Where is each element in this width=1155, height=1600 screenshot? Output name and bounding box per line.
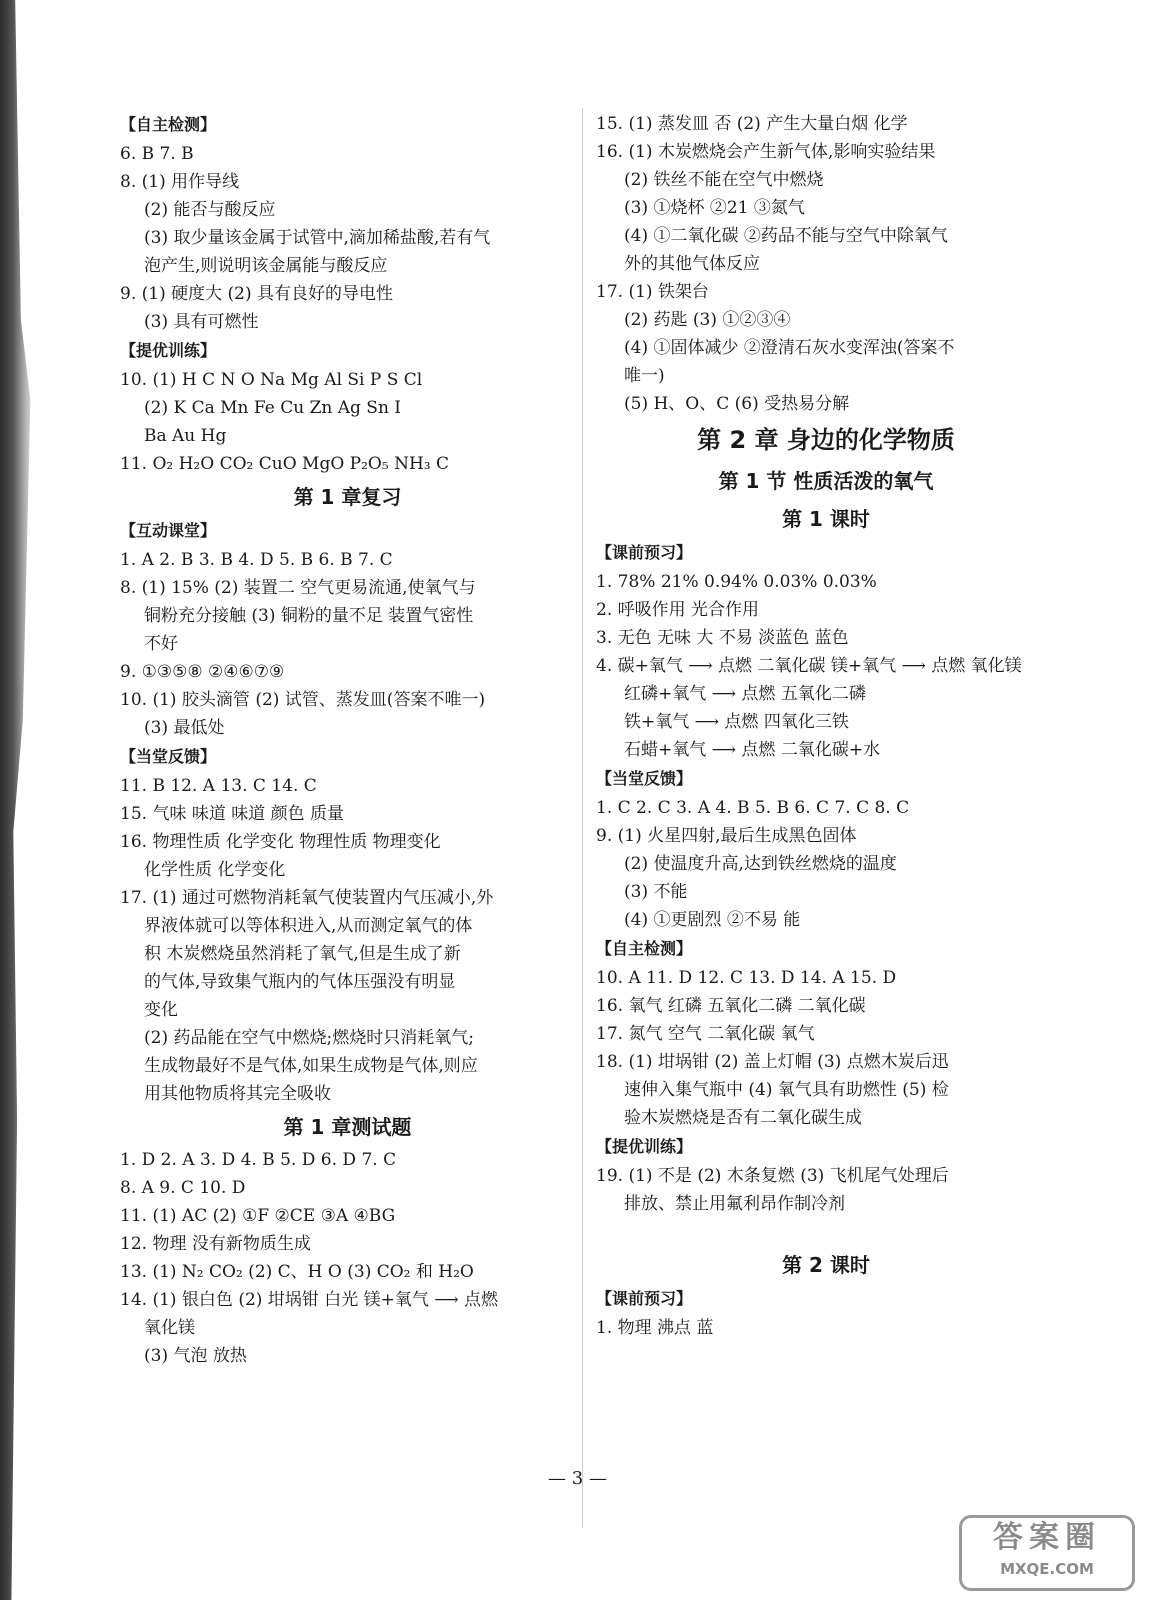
section-heading: 【自主检测】 [596, 939, 693, 958]
answer-line: 13. (1) N₂ CO₂ (2) C、H O (3) CO₂ 和 H₂O [120, 1262, 474, 1282]
answer-line-continued: 变化 [144, 1000, 178, 1020]
answer-line-continued: (2) 使温度升高,达到铁丝燃烧的温度 [624, 854, 897, 874]
answer-line-continued: (4) ①更剧烈 ②不易 能 [624, 910, 801, 930]
answer-line: 2. 呼吸作用 光合作用 [596, 600, 760, 620]
answer-line: 6. B 7. B [120, 144, 194, 164]
site-watermark [959, 1515, 1135, 1591]
answer-line-continued: (2) 能否与酸反应 [144, 200, 276, 220]
answer-line-continued: 验木炭燃烧是否有二氧化碳生成 [624, 1108, 862, 1128]
answer-line-continued: 用其他物质将其完全吸收 [144, 1084, 331, 1104]
answer-line: 11. (1) AC (2) ①F ②CE ③A ④BG [120, 1206, 396, 1226]
section-heading: 【课前预习】 [596, 543, 693, 562]
answer-line: 9. (1) 硬度大 (2) 具有良好的导电性 [120, 284, 393, 304]
answer-line: 1. 78% 21% 0.94% 0.03% 0.03% [596, 572, 877, 592]
answer-line: 10. A 11. D 12. C 13. D 14. A 15. D [596, 968, 897, 988]
answer-line-continued: 石蜡+氧气 ⟶ 点燃 二氧化碳+水 [624, 740, 881, 760]
answer-line: 15. 气味 味道 味道 颜色 质量 [120, 804, 345, 824]
answer-line: 17. (1) 铁架台 [596, 282, 709, 302]
answer-line: 12. 物理 没有新物质生成 [120, 1234, 311, 1254]
answer-line: 1. C 2. C 3. A 4. B 5. B 6. C 7. C 8. C [596, 798, 910, 818]
answer-line: 15. (1) 蒸发皿 否 (2) 产生大量白烟 化学 [596, 114, 908, 134]
section-heading: 【自主检测】 [120, 115, 217, 134]
answer-line-continued: (2) 药品能在空气中燃烧;燃烧时只消耗氧气; [144, 1028, 474, 1048]
section-heading: 【互动课堂】 [120, 521, 217, 540]
answer-line: 16. 氧气 红磷 五氧化二磷 二氧化碳 [596, 996, 866, 1016]
chapter-title: 第 1 课时 [782, 507, 870, 531]
answer-line: 17. 氮气 空气 二氧化碳 氧气 [596, 1024, 815, 1044]
answer-line-continued: 唯一) [624, 366, 665, 386]
answer-line: 19. (1) 不是 (2) 木条复燃 (3) 飞机尾气处理后 [596, 1166, 949, 1186]
answer-line-continued: (3) 气泡 放热 [144, 1346, 247, 1366]
spacer [596, 1218, 1056, 1246]
watermark-url: MXQE.COM [1000, 1560, 1094, 1578]
answer-line: 8. (1) 用作导线 [120, 172, 240, 192]
answer-line-continued: (2) 药匙 (3) ①②③④ [624, 310, 791, 330]
answer-line-continued: (3) 不能 [624, 882, 688, 902]
answer-line-continued: (3) 取少量该金属于试管中,滴加稀盐酸,若有气 [144, 228, 491, 248]
answer-line-continued: (2) 铁丝不能在空气中燃烧 [624, 170, 824, 190]
watermark-text: 答案圈 [993, 1520, 1101, 1555]
answer-line: 16. (1) 木炭燃烧会产生新气体,影响实验结果 [596, 142, 936, 162]
section-heading: 【当堂反馈】 [596, 769, 693, 788]
section-heading: 【提优训练】 [596, 1137, 693, 1156]
answer-line: 18. (1) 坩埚钳 (2) 盖上灯帽 (3) 点燃木炭后迅 [596, 1052, 949, 1072]
answer-line: 1. D 2. A 3. D 4. B 5. D 6. D 7. C [120, 1150, 397, 1170]
answer-line: 3. 无色 无味 大 不易 淡蓝色 蓝色 [596, 628, 849, 648]
answer-line-continued: (4) ①二氧化碳 ②药品不能与空气中除氧气 [624, 226, 948, 246]
answer-line-continued: (5) H、O、C (6) 受热易分解 [624, 394, 850, 414]
answer-line: 11. B 12. A 13. C 14. C [120, 776, 317, 796]
answer-line-continued: (3) 具有可燃性 [144, 312, 259, 332]
answer-line: 4. 碳+氧气 ⟶ 点燃 二氧化碳 镁+氧气 ⟶ 点燃 氧化镁 [596, 656, 1022, 676]
answer-line-continued: 不好 [144, 634, 178, 654]
answer-line: 17. (1) 通过可燃物消耗氧气使装置内气压减小,外 [120, 888, 494, 908]
answer-line-continued: 红磷+氧气 ⟶ 点燃 五氧化二磷 [624, 684, 866, 704]
answer-line: 10. (1) 胶头滴管 (2) 试管、蒸发皿(答案不唯一) [120, 690, 486, 710]
chapter-title: 第 1 章测试题 [283, 1115, 412, 1139]
answer-line-continued: Ba Au Hg [144, 426, 227, 446]
page-edge-shadow [0, 0, 38, 1600]
answer-line-continued: 生成物最好不是气体,如果生成物是气体,则应 [144, 1056, 478, 1076]
answer-line-continued: 排放、禁止用氟利昂作制冷剂 [624, 1194, 845, 1214]
right-column [596, 110, 1056, 1342]
answer-line-continued: 铜粉充分接触 (3) 铜粉的量不足 装置气密性 [144, 606, 474, 626]
answer-line: 8. A 9. C 10. D [120, 1178, 246, 1198]
answer-line: 16. 物理性质 化学变化 物理性质 物理变化 [120, 832, 441, 852]
section-heading: 【当堂反馈】 [120, 747, 217, 766]
answer-line-continued: (3) ①烧杯 ②21 ③氮气 [624, 198, 805, 218]
section-heading: 【提优训练】 [120, 341, 217, 360]
answer-line: 1. A 2. B 3. B 4. D 5. B 6. B 7. C [120, 550, 393, 570]
answer-line-continued: 氧化镁 [144, 1318, 195, 1338]
section-heading: 【课前预习】 [596, 1289, 693, 1308]
answer-line-continued: 化学性质 化学变化 [144, 860, 286, 880]
answer-line: 10. (1) H C N O Na Mg Al Si P S Cl [120, 370, 423, 390]
answer-line: 8. (1) 15% (2) 装置二 空气更易流通,使氧气与 [120, 578, 476, 598]
answer-line-continued: 界液体就可以等体积进入,从而测定氧气的体 [144, 916, 473, 936]
answer-line-continued: 的气体,导致集气瓶内的气体压强没有明显 [144, 972, 456, 992]
answer-line-continued: 积 木炭燃烧虽然消耗了氧气,但是生成了新 [144, 944, 461, 964]
page-number: — 3 — [548, 1468, 607, 1489]
answer-line-continued: (2) K Ca Mn Fe Cu Zn Ag Sn I [144, 398, 402, 418]
answer-line-continued: 泡产生,则说明该金属能与酸反应 [144, 256, 388, 276]
answer-line-continued: 铁+氧气 ⟶ 点燃 四氧化三铁 [624, 712, 849, 732]
chapter-title: 第 1 节 性质活泼的氧气 [718, 469, 934, 493]
answer-line: 9. (1) 火星四射,最后生成黑色固体 [596, 826, 857, 846]
answer-line-continued: (3) 最低处 [144, 718, 225, 738]
answer-line-continued: 速伸入集气瓶中 (4) 氧气具有助燃性 (5) 检 [624, 1080, 949, 1100]
chapter-title: 第 2 课时 [782, 1253, 870, 1277]
chapter-title: 第 1 章复习 [293, 485, 402, 509]
answer-line: 14. (1) 银白色 (2) 坩埚钳 白光 镁+氧气 ⟶ 点燃 [120, 1290, 499, 1310]
column-divider [582, 108, 583, 1528]
answer-line-continued: (4) ①固体减少 ②澄清石灰水变浑浊(答案不 [624, 338, 955, 358]
chapter-heading: 第 2 章 身边的化学物质 [697, 426, 955, 454]
answer-line: 9. ①③⑤⑧ ②④⑥⑦⑨ [120, 662, 285, 682]
answer-line: 11. O₂ H₂O CO₂ CuO MgO P₂O₅ NH₃ C [120, 454, 450, 474]
answer-line: 1. 物理 沸点 蓝 [596, 1318, 714, 1338]
left-column [120, 110, 575, 1370]
answer-line-continued: 外的其他气体反应 [624, 254, 760, 274]
